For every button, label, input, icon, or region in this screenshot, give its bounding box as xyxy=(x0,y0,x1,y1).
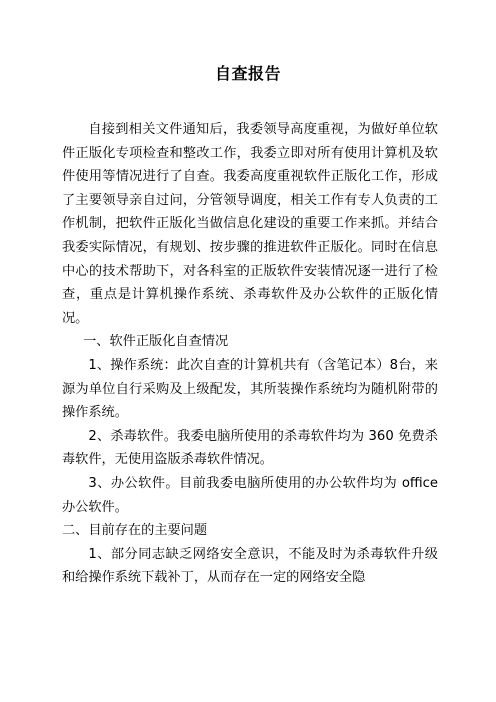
item-operating-system: 1、操作系统：此次自查的计算机共有（含笔记本）8台，来源为单位自行采购及上级配发，其所装操作系统均为随机附带的操作系统。 xyxy=(62,357,438,421)
intro-paragraph: 自接到相关文件通知后，我委领导高度重视，为做好单位软件正版化专项检查和整改工作，我委立即对所有使用计算机及软件使用等情况进行了自查。我委高度重视软件正版化工作，形成了主要领导亲自过问，分管领导调度，相关工作有专人负责的工作机制，把软件正版化当做信息化建设的重要工作来抓。并结合我委实际情况，有规划、按步骤的推进软件正版化。同时在信息中心的技术帮助下，对各科室的正版软件安装情况逐一进行了检查，重点是计算机操作系统、杀毒软件及办公软件的正版化情况。 xyxy=(62,122,438,326)
document-title: 自查报告 xyxy=(214,64,281,83)
document-body xyxy=(62,118,438,590)
section-heading-self-check: 一、软件正版化自查情况 xyxy=(83,334,229,350)
section-heading-problems: 二、目前存在的主要问题 xyxy=(62,523,208,539)
item-office-software: 3、办公软件。目前我委电脑所使用的办公软件均为 office 办公软件。 xyxy=(62,475,438,515)
item-antivirus: 2、杀毒软件。我委电脑所使用的杀毒软件均为 360 免费杀毒软件，无使用盗版杀毒软件情况。 xyxy=(62,428,438,468)
problem-item-1: 1、部分同志缺乏网络安全意识，不能及时为杀毒软件升级和给操作系统下载补丁，从而存在一定的网络安全隐 xyxy=(62,546,438,586)
